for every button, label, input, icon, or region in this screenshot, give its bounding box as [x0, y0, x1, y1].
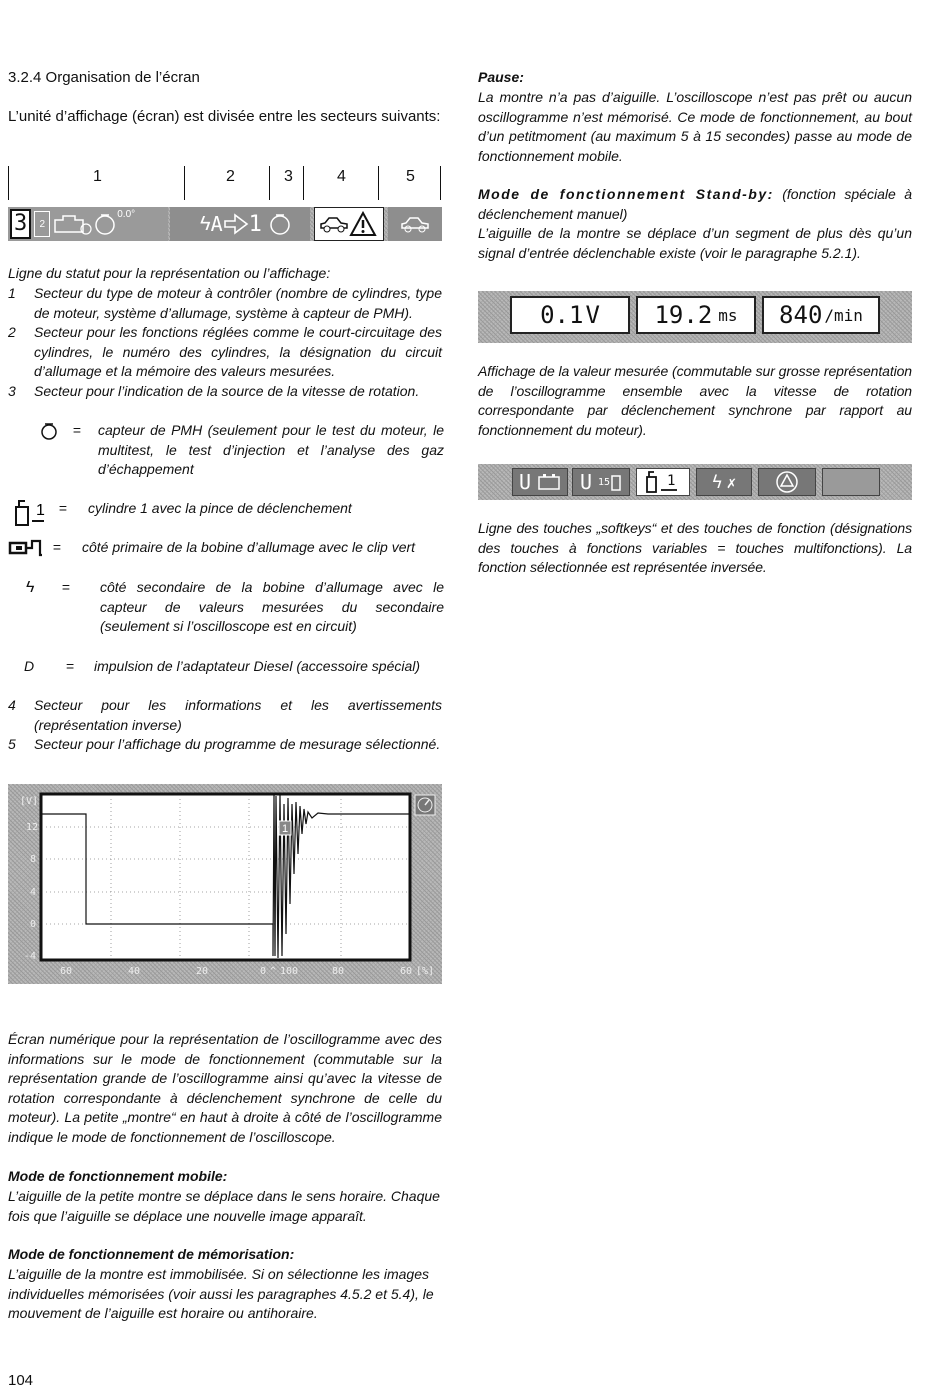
battery-icon	[537, 473, 561, 491]
secondary-lightning-icon: ϟ	[26, 579, 35, 596]
list-item: 5 Secteur pour l’affichage du programme de mesurage sélectionné.	[8, 736, 441, 753]
oscilloscope-plot	[8, 784, 442, 984]
x-tick: 20	[196, 966, 209, 977]
rpm-readout: 840 /min	[762, 296, 880, 334]
cylinder-1-label: 1	[36, 502, 45, 519]
sector-number-1: 1	[93, 168, 102, 185]
symbol-row-pmh: = capteur de PMH (seulement pour le test du moteur, le multitest, le test d’injection et l’analyse des gaz d’échappement	[8, 421, 444, 480]
x-tick: 0	[260, 966, 267, 977]
terminal-icon	[610, 472, 622, 492]
x-tick: 60	[60, 966, 73, 977]
x-unit-label: [%]	[416, 966, 435, 977]
sector-number-3: 3	[284, 168, 293, 185]
standby-text: L’aiguille de la montre se déplace d’un segment de plus dès qu’un signal d’entrée déclenchable existe (voir le paragraphe 5.2.1).	[478, 225, 912, 261]
y-tick: 8	[30, 854, 37, 865]
cylinder-1-clamp-icon	[14, 499, 46, 527]
softkey-terminal-15-voltage[interactable]: U 15	[572, 468, 630, 496]
mode-memo-title: Mode de fonctionnement de mémorisation:	[8, 1246, 295, 1262]
svg-text:1: 1	[667, 473, 676, 489]
circle-triangle-icon	[775, 470, 799, 494]
y-tick: 12	[26, 822, 39, 833]
status-sector-2	[170, 207, 310, 241]
status-sector-1	[8, 207, 168, 241]
primary-coil-clip-icon	[8, 538, 42, 558]
time-readout: 19.2 ms	[636, 296, 756, 334]
cylinder-count: 3	[10, 209, 31, 239]
oscilloscope-screen	[8, 784, 442, 984]
mode-mobile-text: L’aiguille de la petite montre se déplace dans le sens horaire. Chaque fois que l’aiguille se déplace une nouvelle image apparaît.	[8, 1188, 440, 1224]
symbol-row-secondary: ϟ = côté secondaire de la bobine d’allumage avec le capteur de valeurs mesurées du secondaire (seulement si l’oscilloscope est en circuit)	[26, 579, 444, 635]
y-tick: -4	[24, 951, 37, 962]
trigger-marker: 1	[281, 823, 289, 835]
mode-clock-icon	[415, 795, 435, 815]
measure-program-car-icon	[400, 214, 430, 234]
sector-number-2: 2	[226, 168, 235, 185]
x-tick: 60	[400, 966, 413, 977]
status-items-list-2	[8, 696, 442, 755]
status-sector-4-warning	[314, 207, 384, 241]
status-bar	[8, 207, 442, 241]
symbol-row-primary-coil: = côté primaire de la bobine d’allumage avec le clip vert	[8, 538, 444, 558]
arrow-right-icon	[223, 212, 249, 236]
car-icon	[319, 214, 349, 234]
page-number: 104	[8, 1372, 34, 1389]
list-item: 4 Secteur pour les informations et les avertissements (représentation inverse)	[8, 697, 442, 733]
list-item: 1 Secteur du type de moteur à contrôler (nombre de cylindres, type de moteur, système d’allumage, système à capteur de PMH).	[8, 285, 442, 321]
cross-icon: ✗	[726, 472, 737, 492]
y-tick: 0	[30, 919, 37, 930]
status-items-list	[8, 284, 442, 402]
rpm-source-icon	[268, 212, 292, 236]
cylinder-1-clamp-icon-softkey	[643, 470, 683, 494]
mode-mobile-title: Mode de fonctionnement mobile:	[8, 1168, 228, 1184]
list-item: 3 Secteur pour l’indication de la source de la vitesse de rotation.	[8, 382, 420, 399]
pmh-sensor-icon	[40, 421, 58, 441]
standby-paragraph	[478, 185, 912, 263]
mode-memo-text: L’aiguille de la montre est immobilisée. Si on sélectionne les images individuelles mémorisées (voir aussi les paragraphes 4.5.2 et 5.4), le mouvement de l’aiguille est horaire ou antihoraire.	[8, 1266, 434, 1322]
lightning-icon-status: ϟ	[200, 212, 211, 235]
status-caption: Ligne du statut pour la représentation ou l’affichage:	[8, 265, 331, 281]
softkey-cylinder-1[interactable]	[636, 468, 690, 496]
list-item: 2 Secteur pour les fonctions réglées comme le court-circuitage des cylindres, le numéro des cylindres, la désignation du circuit d’allumage et la mémoire des valeurs mesurées.	[8, 324, 442, 380]
softkey-warning[interactable]	[758, 468, 816, 496]
symbol-row-diesel: D = impulsion de l’adaptateur Diesel (accessoire spécial)	[8, 657, 444, 677]
circuit-designation: A	[210, 212, 223, 236]
lightning-icon-softkey: ϟ	[711, 471, 723, 493]
x-tick: 100	[280, 966, 299, 977]
measured-caption: Affichage de la valeur mesurée (commutable sur grosse représentation de l’oscillogramme ensemble avec la vitesse de rotation correspondante par déclenchement synchrone par rapport au fonctionnement du moteur).	[478, 363, 912, 438]
intro-paragraph: L’unité d’affichage (écran) est divisée entre les secteurs suivants:	[8, 108, 441, 125]
pause-title: Pause:	[478, 69, 524, 85]
status-sector-5	[388, 207, 442, 241]
standby-title-rest: (fonction spéciale à déclenchement manuel)	[478, 186, 912, 222]
pmh-sensor-icon-status	[93, 212, 117, 236]
x-tick: 40	[128, 966, 141, 977]
softkeys-bar	[478, 464, 912, 500]
status-superscript: 0.0°	[117, 209, 136, 220]
engine-type-icon	[53, 212, 93, 236]
measured-value-display	[478, 291, 912, 343]
y-tick: 4	[30, 887, 37, 898]
section-heading: 3.2.4 Organisation de l’écran	[8, 69, 200, 86]
sector-number-5: 5	[406, 168, 415, 185]
voltage-readout: 0.1 V	[510, 296, 630, 334]
warning-icon	[349, 211, 377, 237]
softkeys-caption: Ligne des touches „softkeys“ et des touches de fonction (désignations des touches à fonctions variables = touches multifonctions). La fonction sélectionnée est représentée inversée.	[478, 520, 912, 576]
oscilloscope-caption: Écran numérique pour la représentation de l’oscillogramme avec des informations sur le mode de fonctionnement (commutable sur la représentation grande de l’oscillogramme ainsi qu’avec la vitesse de rotation correspondante à déclenchement synchrone de celle du moteur). La petite „montre“ en haut à droite à côté de l’oscillogramme indique le mode de fonctionnement de l’oscilloscope.	[8, 1031, 442, 1145]
softkey-empty[interactable]	[822, 468, 880, 496]
softkey-secondary-off[interactable]	[696, 468, 752, 496]
x-tick: 80	[332, 966, 345, 977]
softkey-battery-voltage[interactable]: U	[512, 468, 568, 496]
cylinder-sub-icon: 2	[34, 211, 50, 237]
pause-text: La montre n’a pas d’aiguille. L’oscilloscope n’est pas prêt ou aucun oscillogramme n’est mémorisé. Ce mode de fonctionnement, au bout d’un petitmoment (au maximum 5 à 15 secondes) passe au mode de fonctionnement mobile.	[478, 89, 912, 164]
cylinder-number: 1	[248, 211, 262, 237]
symbol-row-cylinder-1: 1 = cylindre 1 avec la pince de déclenchement	[8, 499, 444, 527]
y-unit-label: [V]	[20, 796, 39, 807]
sector-number-4: 4	[337, 168, 346, 185]
zero-marker: ^	[270, 966, 277, 977]
standby-title: Mode de fonctionnement Stand-by:	[478, 186, 774, 202]
diesel-adapter-letter: D	[24, 658, 35, 674]
